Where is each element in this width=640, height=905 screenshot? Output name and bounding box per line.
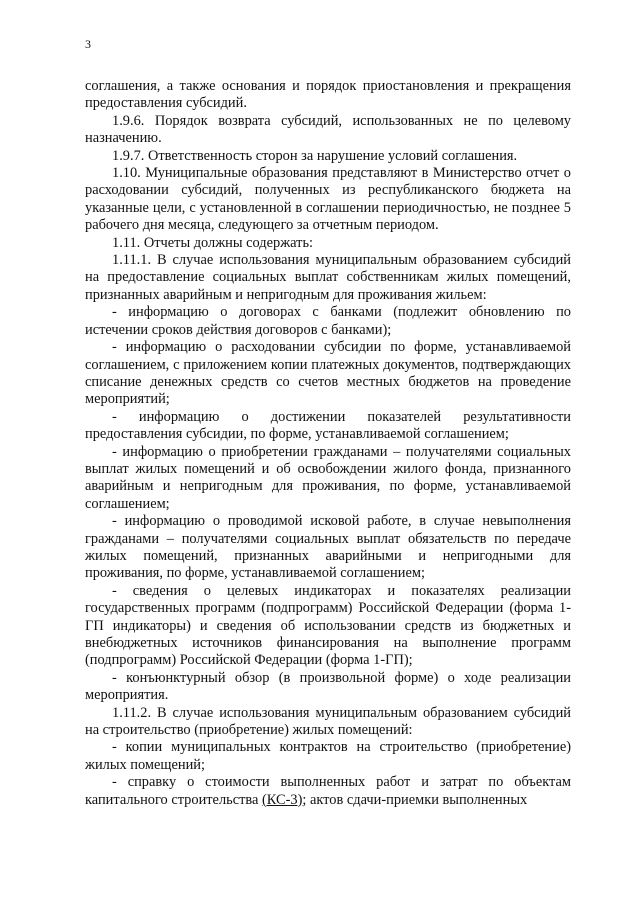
paragraph: - копии муниципальных контрактов на строительство (приобретение) жилых помещений; <box>85 739 571 773</box>
paragraph: - сведения о целевых индикаторах и показателях реализации государственных программ (подпрограмм) Российской Федерации (форма 1-ГП индикаторы) и сведения об использовании средств из бюджетных и внебюджетных источников финансирования на выполнение программ (подпрограмм) Российской Федерации (форма 1-ГП); <box>85 582 571 669</box>
ks3-link[interactable]: (КС-3) <box>261 791 303 808</box>
paragraph: 1.11. Отчеты должны содержать: <box>112 234 314 251</box>
paragraph-text: - справку о стоимости выполненных работ и затрат по объектам капитального строительства <box>85 774 571 808</box>
page-number: 3 <box>85 37 91 51</box>
paragraph: 1.9.7. Ответственность сторон за нарушение условий соглашения. <box>112 147 518 164</box>
document-body <box>85 78 571 809</box>
paragraph: - информацию о расходовании субсидии по форме, устанавливаемой соглашением, с приложением копии платежных документов, подтверждающих списание денежных средств со счетов местных бюджетов на проведение мероприятий; <box>85 339 571 408</box>
paragraph: соглашения, а также основания и порядок приостановления и прекращения предоставления субсидий. <box>85 78 571 112</box>
paragraph: - информацию о приобретении гражданами – получателями социальных выплат жилых помещений и об освобождении жилого фонда, признанного аварийным и непригодным для проживания, по форме, устанавливаемой соглашением; <box>85 443 571 512</box>
paragraph: 1.9.6. Порядок возврата субсидий, использованных не по целевому назначению. <box>85 112 571 147</box>
paragraph: - информацию о проводимой исковой работе, в случае невыполнения гражданами – получателями социальных выплат обязательств по передаче жилых помещений, признанных аварийными и непригодными для проживания, по форме, устанавливаемой соглашением; <box>85 513 571 582</box>
paragraph-text: ; актов сдачи-приемки выполненных <box>302 791 528 808</box>
paragraph: - конъюнктурный обзор (в произвольной форме) о ходе реализации мероприятия. <box>85 669 571 704</box>
paragraph-last <box>85 774 571 809</box>
paragraph: - информацию о договорах с банками (подлежит обновлению по истечении сроков действия договоров с банками); <box>85 304 571 338</box>
paragraph: 1.11.2. В случае использования муниципальным образованием субсидий на строительство (приобретение) жилых помещений: <box>85 704 571 739</box>
paragraph: 1.11.1. В случае использования муниципальным образованием субсидий на предоставление социальных выплат собственникам жилых помещений, признанных аварийным и непригодным для проживания жильем: <box>85 252 571 303</box>
paragraph: 1.10. Муниципальные образования представляют в Министерство отчет о расходовании субсидий, полученных из республиканского бюджета на указанные цели, с установленной в соглашении периодичностью, не позднее 5 рабочего дня месяца, следующего за отчетным периодом. <box>85 165 571 234</box>
paragraph: - информацию о достижении показателей результативности предоставления субсидии, по форме, устанавливаемой соглашением; <box>85 408 571 443</box>
